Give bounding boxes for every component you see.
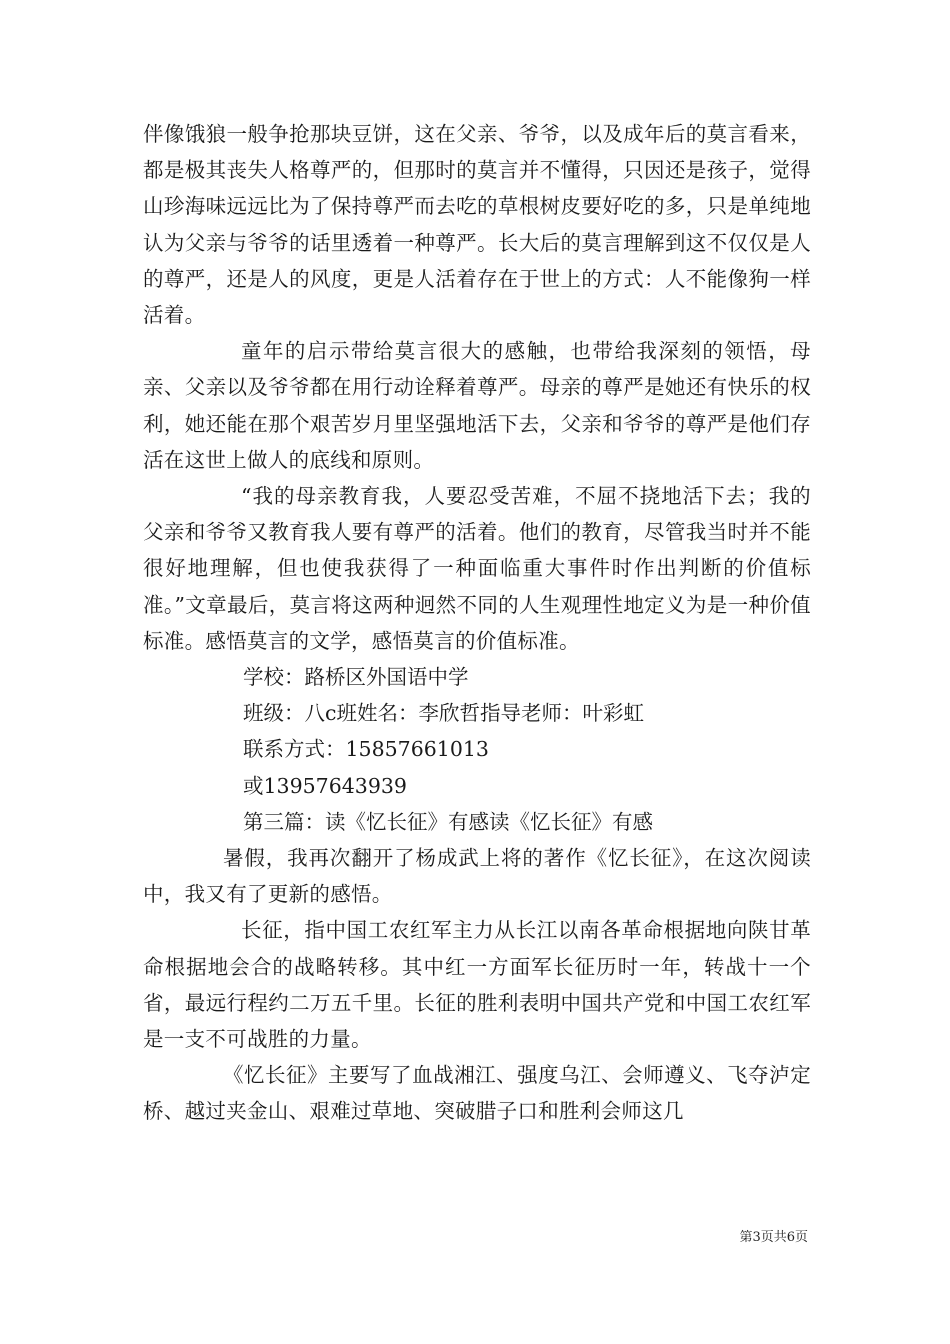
document-body [143, 116, 811, 1130]
contact-line: 联系方式：15857661013 [243, 737, 489, 762]
paragraph-5: 长征，指中国工农红军主力从长江以南各革命根据地向陕甘革命根据地会合的战略转移。其中红一方面军长征历时一年，转战十一个省，最远行程约二万五千里。长征的胜利表明中国共产党和中国工农红军是一支不可战胜的力量。 [143, 918, 811, 1052]
page-footer [0, 1226, 808, 1245]
paragraph-4: 暑假，我再次翻开了杨成武上将的著作《忆长征》，在这次阅读中，我又有了更新的感悟。 [143, 846, 811, 907]
paragraph-3: “我的母亲教育我，人要忍受苦难，不屈不挠地活下去；我的父亲和爷爷又教育我人要有尊严的活着。他们的教育，尽管我当时并不能很好地理解，但也使我获得了一种面临重大事件时作出判断的价值标准。”文章最后，莫言将这两种迥然不同的人生观理性地定义为是一种价值标准。感悟莫言的文学，感悟莫言的价值标准。 [143, 484, 811, 653]
page-number-label: 第3页共6页 [739, 1230, 808, 1245]
school-line: 学校：路桥区外国语中学 [243, 665, 469, 690]
paragraph-1: 伴像饿狼一般争抢那块豆饼，这在父亲、爷爷，以及成年后的莫言看来，都是极其丧失人格尊严的，但那时的莫言并不懂得，只因还是孩子，觉得山珍海味远远比为了保持尊严而去吃的草根树皮要好吃的多，只是单纯地认为父亲与爷爷的话里透着一种尊严。长大后的莫言理解到这不仅仅是人的尊严，还是人的风度，更是人活着存在于世上的方式：人不能像狗一样活着。 [143, 122, 811, 328]
class-line: 班级：八c班姓名：李欣哲指导老师：叶彩虹 [243, 701, 644, 726]
paragraph-2: 童年的启示带给莫言很大的感触，也带给我深刻的领悟，母亲、父亲以及爷爷都在用行动诠释着尊严。母亲的尊严是她还有快乐的权利，她还能在那个艰苦岁月里坚强地活下去，父亲和爷爷的尊严是他们存活在这世上做人的底线和原则。 [143, 339, 811, 472]
contact-alt-line: 或13957643939 [243, 773, 407, 798]
section-title: 第三篇：读《忆长征》有感读《忆长征》有感 [243, 809, 653, 834]
paragraph-6: 《忆长征》主要写了血战湘江、强度乌江、会师遵义、飞夺泸定桥、越过夹金山、艰难过草地、突破腊子口和胜利会师这几 [143, 1063, 811, 1124]
